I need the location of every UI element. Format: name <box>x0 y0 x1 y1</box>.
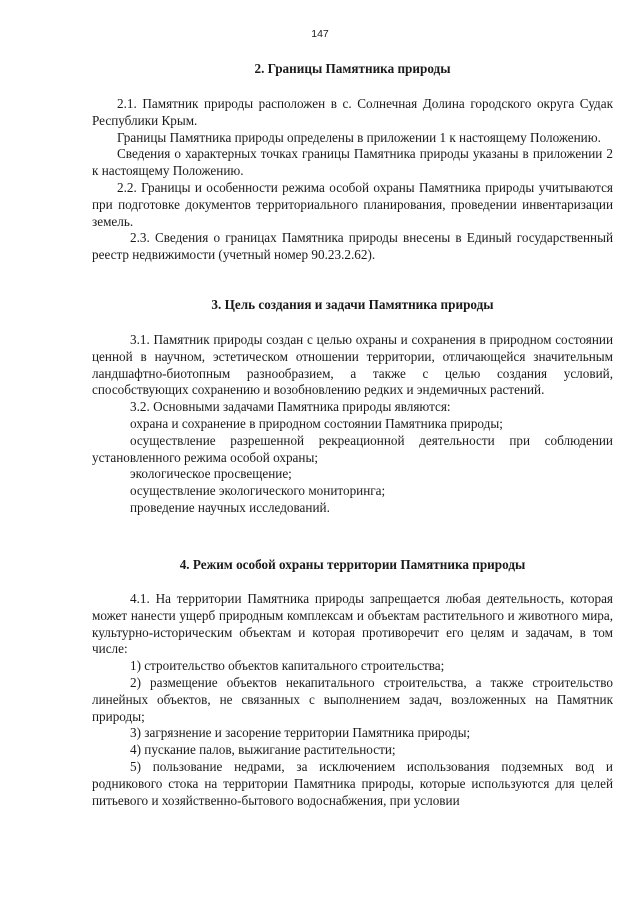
paragraph: 3.1. Памятник природы создан с целью охраны и сохранения в природном состоянии ценной в научном, эстетическом отношении территории, отличающейся значительным ландшафтно-биотопным разнообразием, а также с целью создания условий, способствующих сохранению и возобновлению редких и эндемичных растений. <box>92 332 613 398</box>
paragraph: 3.2. Основными задачами Памятника природы являются: <box>130 399 451 415</box>
section-2-body <box>92 96 613 264</box>
list-item: осуществление разрешенной рекреационной деятельности при соблюдении установленного режима особой охраны; <box>92 432 613 465</box>
paragraph: 4.1. На территории Памятника природы запрещается любая деятельность, которая может нанести ущерб природным комплексам и объектам растительного и животного мира, культурно-историческим объектам и которая противоречит его целям и задачам, в том числе: <box>92 591 613 657</box>
section-4-body <box>92 591 613 809</box>
list-item: 5) пользование недрами, за исключением использования подземных вод и родникового стока на территории Памятника природы, которые используются для целей питьевого и хозяйственно-бытового водоснабжения, при условии <box>92 758 613 808</box>
paragraph: 2.1. Памятник природы расположен в с. Солнечная Долина городского округа Судак Республики Крым. <box>92 96 613 128</box>
list-item: осуществление экологического мониторинга; <box>130 483 386 499</box>
section-4-title: 4. Режим особой охраны территории Памятника природы <box>179 557 526 572</box>
paragraph: 2.3. Сведения о границах Памятника природы внесены в Единый государственный реестр недвижимости (учетный номер 90.23.2.62). <box>92 230 613 263</box>
section-3-title: 3. Цель создания и задачи Памятника природы <box>211 297 494 312</box>
section-2-title: 2. Границы Памятника природы <box>254 61 451 76</box>
list-item: проведение научных исследований. <box>130 499 330 515</box>
paragraph: Границы Памятника природы определены в приложении 1 к настоящему Положению. <box>117 129 601 145</box>
list-item: экологическое просвещение; <box>130 466 292 482</box>
list-item: 4) пускание палов, выжигание растительности; <box>130 742 396 758</box>
list-item: охрана и сохранение в природном состоянии Памятника природы; <box>130 415 503 431</box>
section-3-body <box>92 332 613 517</box>
list-item: 2) размещение объектов некапитального строительства, а также строительство линейных объектов, не связанных с выполнением задач, возложенных на Памятник природы; <box>92 674 613 724</box>
page-number: 147 <box>311 28 329 40</box>
list-item: 3) загрязнение и засорение территории Памятника природы; <box>130 725 471 741</box>
paragraph: 2.2. Границы и особенности режима особой охраны Памятника природы учитываются при подготовке документов территориального планирования, проведении инвентаризации земель. <box>92 179 613 229</box>
list-item: 1) строительство объектов капитального строительства; <box>130 658 445 674</box>
paragraph: Сведения о характерных точках границы Памятника природы указаны в приложении 2 к настоящему Положению. <box>92 146 613 179</box>
